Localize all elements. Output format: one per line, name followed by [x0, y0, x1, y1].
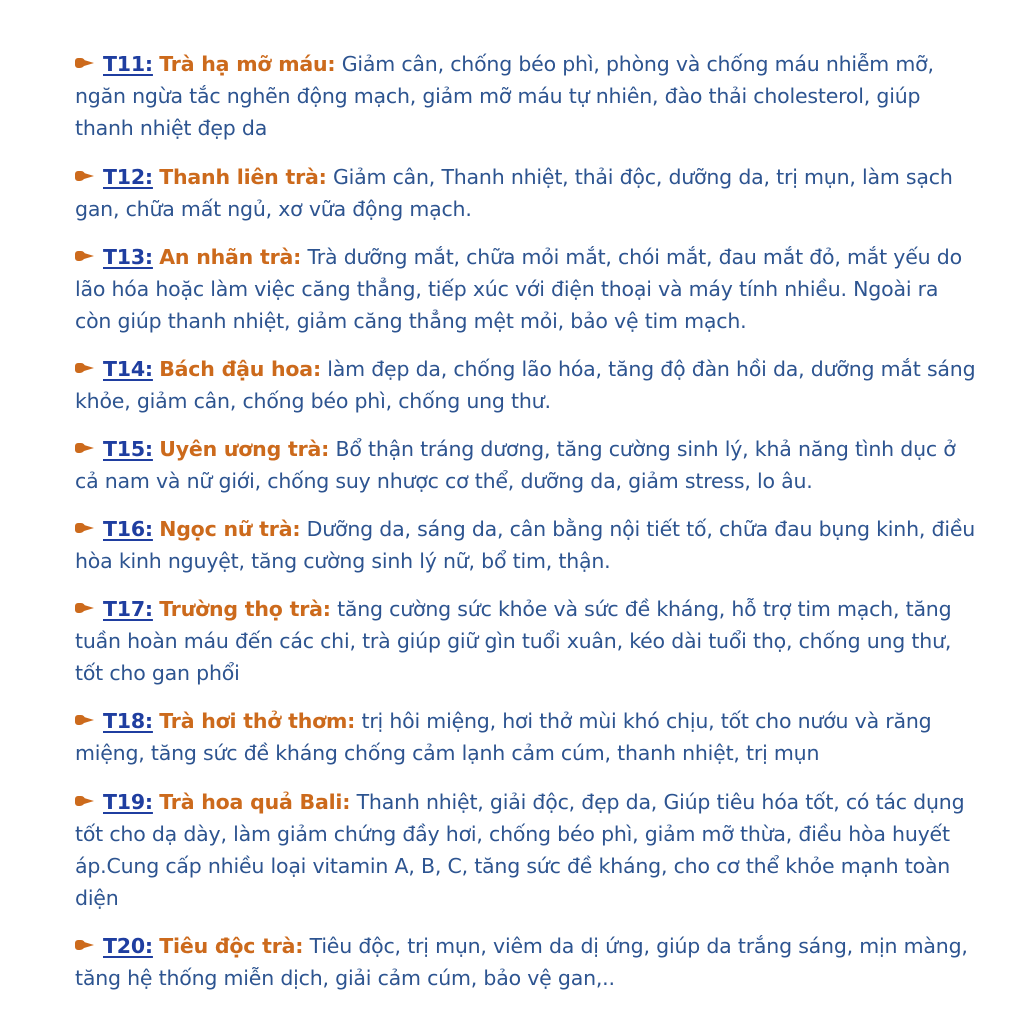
pointer-icon: [75, 603, 94, 613]
entry-t19: [75, 786, 980, 914]
pointer-icon: [75, 940, 94, 950]
pointer-icon: [75, 796, 94, 806]
entry-name: Thanh liên trà:: [159, 165, 327, 189]
entry-t20: [75, 930, 980, 994]
entry-description: Giảm cân, Thanh nhiệt, thải độc, dưỡng da, trị mụn, làm sạch gan, chữa mất ngủ, xơ vữa động mạch.: [75, 165, 953, 221]
pointer-icon: [75, 715, 94, 725]
entry-description: trị hôi miệng, hơi thở mùi khó chịu, tốt cho nướu và răng miệng, tăng sức đề kháng chống cảm lạnh cảm cúm, thanh nhiệt, trị mụn: [75, 709, 932, 765]
entry-t18: [75, 705, 980, 769]
entry-t12: [75, 161, 980, 225]
entry-name: Bách đậu hoa:: [159, 357, 321, 381]
entry-name: Trà hạ mỡ máu:: [159, 52, 336, 76]
entry-code[interactable]: T12:: [103, 165, 153, 189]
entry-code[interactable]: T20:: [103, 934, 153, 958]
entry-description: Thanh nhiệt, giải độc, đẹp da, Giúp tiêu hóa tốt, có tác dụng tốt cho dạ dày, làm giảm chứng đầy hơi, chống béo phì, giảm mỡ thừa, điều hòa huyết áp.Cung cấp nhiều loại vitamin A, B, C, tăng sức đề kháng, cho cơ thể khỏe mạnh toàn diện: [75, 790, 965, 910]
entry-description: Dưỡng da, sáng da, cân bằng nội tiết tố, chữa đau bụng kinh, điều hòa kinh nguyệt, tăng cường sinh lý nữ, bổ tim, thận.: [75, 517, 976, 573]
entry-code[interactable]: T11:: [103, 52, 153, 76]
pointer-icon: [75, 363, 94, 373]
entry-code[interactable]: T14:: [103, 357, 153, 381]
entry-code[interactable]: T15:: [103, 437, 153, 461]
entry-name: Trà hơi thở thơm:: [159, 709, 356, 733]
entry-code[interactable]: T16:: [103, 517, 153, 541]
entry-description: Bổ thận tráng dương, tăng cường sinh lý, khả năng tình dục ở cả nam và nữ giới, chống suy nhược cơ thể, dưỡng da, giảm stress, lo âu.: [75, 437, 956, 493]
entry-t13: [75, 241, 980, 337]
entry-name: Uyên ương trà:: [159, 437, 330, 461]
entry-code[interactable]: T17:: [103, 597, 153, 621]
entry-description: Giảm cân, chống béo phì, phòng và chống máu nhiễm mỡ, ngăn ngừa tắc nghẽn động mạch, giảm mỡ máu tự nhiên, đào thải cholesterol, giúp thanh nhiệt đẹp da: [75, 52, 934, 140]
entry-t16: [75, 513, 980, 577]
entry-code[interactable]: T13:: [103, 245, 153, 269]
entry-name: An nhãn trà:: [159, 245, 302, 269]
entry-code[interactable]: T19:: [103, 790, 153, 814]
pointer-icon: [75, 58, 94, 68]
entry-t14: [75, 353, 980, 417]
pointer-icon: [75, 251, 94, 261]
pointer-icon: [75, 523, 94, 533]
entry-t17: [75, 593, 980, 689]
entry-description: tăng cường sức khỏe và sức đề kháng, hỗ trợ tim mạch, tăng tuần hoàn máu đến các chi, trà giúp giữ gìn tuổi xuân, kéo dài tuổi thọ, chống ung thư, tốt cho gan phổi: [75, 597, 952, 685]
entry-code[interactable]: T18:: [103, 709, 153, 733]
entry-t15: [75, 433, 980, 497]
entry-name: Trà hoa quả Bali:: [159, 790, 351, 814]
entry-name: Trường thọ trà:: [159, 597, 331, 621]
pointer-icon: [75, 443, 94, 453]
entry-description: Tiêu độc, trị mụn, viêm da dị ứng, giúp da trắng sáng, mịn màng, tăng hệ thống miễn dịch, giải cảm cúm, bảo vệ gan,..: [75, 934, 968, 990]
entry-description: Trà dưỡng mắt, chữa mỏi mắt, chói mắt, đau mắt đỏ, mắt yếu do lão hóa hoặc làm việc căng thẳng, tiếp xúc với điện thoại và máy tính nhiều. Ngoài ra còn giúp thanh nhiệt, giảm căng thẳng mệt mỏi, bảo vệ tim mạch.: [75, 245, 962, 333]
pointer-icon: [75, 171, 94, 181]
entry-name: Tiêu độc trà:: [159, 934, 304, 958]
entry-t11: [75, 48, 980, 144]
entry-description: làm đẹp da, chống lão hóa, tăng độ đàn hồi da, dưỡng mắt sáng khỏe, giảm cân, chống béo phì, chống ung thư.: [75, 357, 976, 413]
entry-name: Ngọc nữ trà:: [159, 517, 301, 541]
